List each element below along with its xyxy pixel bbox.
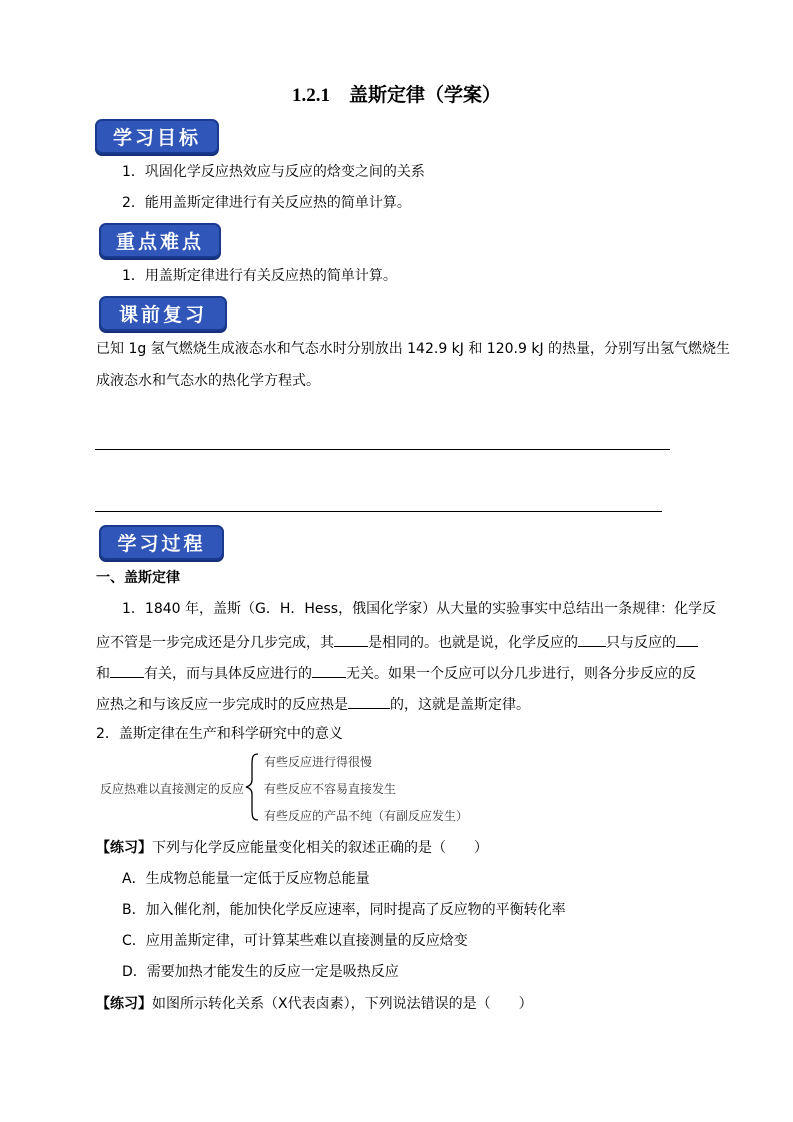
curly-brace-icon (244, 752, 260, 822)
exercise-1-tag: 【练习】 (96, 840, 152, 856)
hess-para-line-4: 应热之和与该反应一步完成时的反应热是 的，这就是盖斯定律。 (96, 692, 530, 715)
significance-diagram (96, 752, 516, 824)
blank-3[interactable] (676, 630, 698, 647)
review-text-line-2: 成液态水和气态水的热化学方程式。 (96, 373, 320, 389)
section-badge-key-points: 重点难点 (99, 223, 221, 258)
answer-line-2[interactable] (95, 511, 662, 512)
exercise-2-tag: 【练习】 (96, 996, 152, 1012)
significance-heading: 2．盖斯定律在生产和科学研究中的意义 (96, 726, 343, 742)
exercise-1-option-c[interactable]: C．应用盖斯定律，可计算某些难以直接测量的反应焓变 (122, 933, 468, 949)
blank-2[interactable] (578, 630, 606, 647)
diagram-branch-2: 有些反应不容易直接发生 (264, 782, 397, 796)
page-title: 1.2.1 盖斯定律（学案） (291, 85, 501, 106)
exercise-1-option-a[interactable]: A．生成物总能量一定低于反应物总能量 (122, 871, 370, 887)
exercise-2-question: 【练习】如图所示转化关系（X代表卤素），下列说法错误的是（ ） (96, 996, 533, 1012)
section-badge-goals: 学习目标 (95, 119, 219, 154)
goal-item-2: 2．能用盖斯定律进行有关反应热的简单计算。 (122, 195, 411, 211)
exercise-1-option-b[interactable]: B．加入催化剂，能加快化学反应速率，同时提高了反应物的平衡转化率 (122, 902, 566, 918)
blank-4[interactable] (110, 661, 144, 678)
answer-line-1[interactable] (95, 449, 670, 450)
hess-para-line-3: 和 有关，而与具体反应进行的 无关。如果一个反应可以分几步进行，则各分步反应的反 (96, 661, 696, 684)
diagram-branch-1: 有些反应进行得很慢 (264, 755, 373, 769)
goal-item-1: 1．巩固化学反应热效应与反应的焓变之间的关系 (122, 164, 425, 180)
process-heading: 一、盖斯定律 (96, 570, 180, 586)
hess-para-line-1: 1．1840 年，盖斯（G．H．Hess，俄国化学家）从大量的实验事实中总结出一条规律：化学反 (122, 601, 717, 617)
exercise-1-question: 【练习】下列与化学反应能量变化相关的叙述正确的是（ ） (96, 840, 488, 856)
hess-para-line-2: 应不管是一步完成还是分几步完成，其 是相同的。也就是说，化学反应的 只与反应的 (96, 630, 698, 653)
exercise-1-option-d[interactable]: D．需要加热才能发生的反应一定是吸热反应 (122, 964, 399, 980)
review-text-line-1: 已知 1g 氢气燃烧生成液态水和气态水时分别放出 142.9 kJ 和 120.9 kJ 的热量，分别写出氢气燃烧生 (96, 341, 731, 357)
section-badge-review: 课前复习 (99, 296, 227, 331)
blank-6[interactable] (348, 692, 390, 709)
key-point-item-1: 1．用盖斯定律进行有关反应热的简单计算。 (122, 268, 397, 284)
section-badge-process: 学习过程 (99, 525, 224, 560)
blank-1[interactable] (334, 630, 368, 647)
diagram-left-label: 反应热难以直接测定的反应 (100, 782, 245, 796)
diagram-branch-3: 有些反应的产品不纯（有副反应发生） (264, 809, 469, 823)
blank-5[interactable] (312, 661, 346, 678)
